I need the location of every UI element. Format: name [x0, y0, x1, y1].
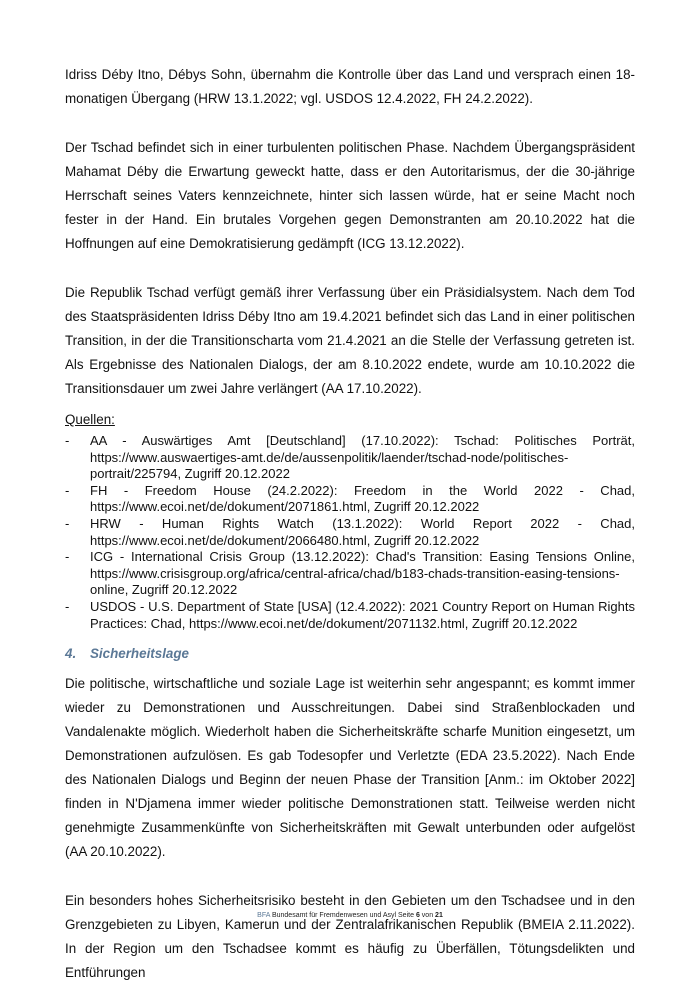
section-heading [65, 644, 635, 664]
sources-list [65, 433, 635, 632]
footer-page-total: 21 [435, 912, 443, 919]
source-item: - HRW - Human Rights Watch (13.1.2022): World Report 2022 - Chad, https://www.ecoi.net/de/dokument/2066480.html, Zugriff 20.12.2022 [65, 516, 635, 549]
document-page [65, 63, 635, 985]
section-number: 4. [65, 646, 77, 662]
paragraph: Ein besonders hohes Sicherheitsrisiko besteht in den Gebieten um den Tschadsee und in den Grenzgebieten zu Libyen, Kamerun und der Zentralafrikanischen Republik (BMEIA 2.11.2022). In der Region um den Tschadsee kommt es häufig zu Überfällen, Tötungsdelikten und Entführungen [65, 893, 635, 981]
paragraph: Die Republik Tschad verfügt gemäß ihrer Verfassung über ein Präsidialsystem. Nach dem Tod des Staatspräsidenten Idriss Déby Itno am 19.4.2021 befindet sich das Land in einer politischen Transition, in der die Transitionscharta vom 21.4.2021 an die Stelle der Verfassung getreten ist. Als Ergebnisse des Nationalen Dialogs, der am 8.10.2022 endete, wurde am 10.10.2022 die Transitionsdauer um zwei Jahre verlängert (AA 17.10.2022). [65, 285, 635, 396]
footer-page-number: 6 [415, 912, 420, 919]
footer-text: Bundesamt für Fremdenwesen und Asyl Seite [271, 912, 414, 919]
page-footer [0, 912, 700, 919]
source-item: - AA - Auswärtiges Amt [Deutschland] (17.10.2022): Tschad: Politisches Porträt, https://www.auswaertiges-amt.de/de/aussenpolitik/laender/tschad-node/politisches-portrait/225794, Zugriff 20.12.2022 [65, 433, 635, 483]
source-item: - ICG - International Crisis Group (13.12.2022): Chad's Transition: Easing Tensions Online, https://www.crisisgroup.org/africa/central-africa/chad/b183-chads-transition-easing-tensions-online, Zugriff 20.12.2022 [65, 549, 635, 599]
paragraph: Die politische, wirtschaftliche und soziale Lage ist weiterhin sehr angespannt; es kommt immer wieder zu Demonstrationen und Ausschreitungen. Dabei sind Straßenblockaden und Vandalenakte möglich. Wiederholt haben die Sicherheitskräfte scharfe Munition eingesetzt, um Demonstrationen aufzulösen. Es gab Todesopfer und Verletzte (EDA 23.5.2022). Nach Ende des Nationalen Dialogs und Beginn der neuen Phase der Transition [Anm.: im Oktober 2022] finden in N'Djamena immer wieder politische Demonstrationen statt. Teilweise werden nicht genehmigte Zusammenkünfte von Sicherheitskräften mit Gewalt unterbunden oder aufgelöst (AA 20.10.2022). [65, 676, 635, 860]
paragraph: Der Tschad befindet sich in einer turbulenten politischen Phase. Nachdem Übergangspräsident Mahamat Déby die Erwartung geweckt hatte, dass er den Autoritarismus, der die 30-jährige Herrschaft seines Vaters kennzeichnete, hinter sich lassen würde, hat er seine Macht noch fester in der Hand. Ein brutales Vorgehen gegen Demonstranten am 20.10.2022 hat die Hoffnungen auf eine Demokratisierung gedämpft (ICG 13.12.2022). [65, 140, 635, 251]
source-item: - FH - Freedom House (24.2.2022): Freedom in the World 2022 - Chad, https://www.ecoi.net/de/dokument/2071861.html, Zugriff 20.12.2022 [65, 483, 635, 516]
section-title: Sicherheitslage [90, 646, 189, 662]
source-item: - USDOS - U.S. Department of State [USA] (12.4.2022): 2021 Country Report on Human Rights Practices: Chad, https://www.ecoi.net/de/dokument/2071132.html, Zugriff 20.12.2022 [65, 599, 635, 632]
footer-of: von [421, 912, 434, 919]
footer-brand: BFA [257, 912, 270, 919]
paragraph: Idriss Déby Itno, Débys Sohn, übernahm die Kontrolle über das Land und versprach einen 18-monatigen Übergang (HRW 13.1.2022; vgl. USDOS 12.4.2022, FH 24.2.2022). [65, 67, 635, 106]
sources-heading: Quellen: [65, 412, 115, 427]
